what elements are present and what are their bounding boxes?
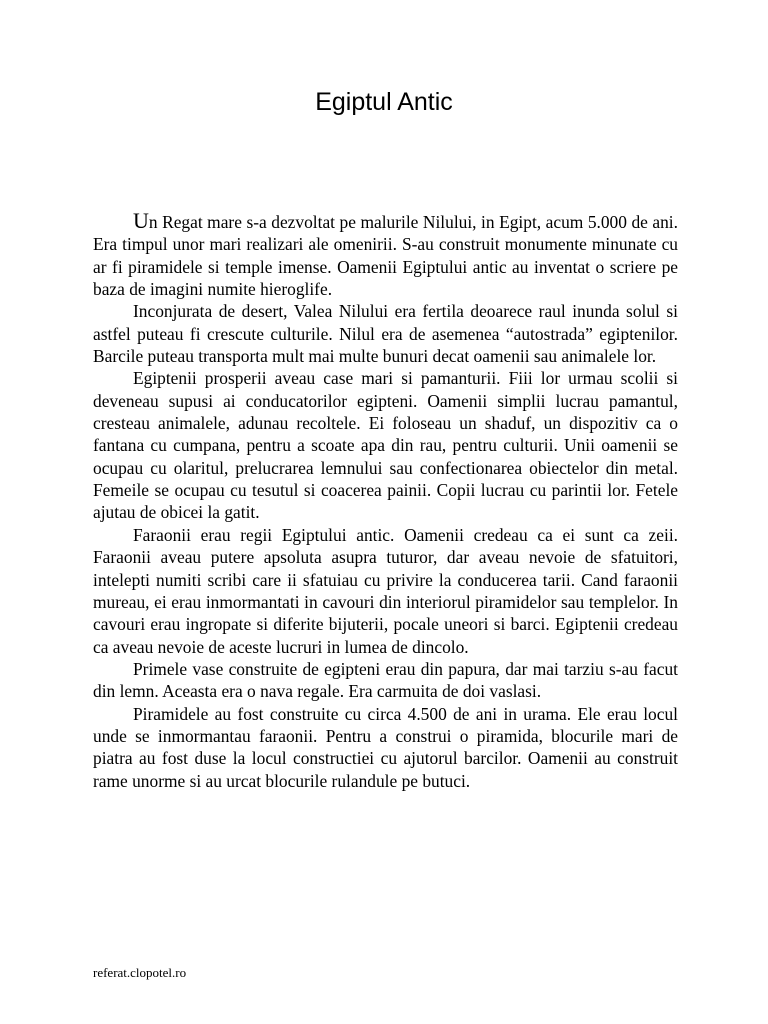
- paragraph-3: Egiptenii prosperii aveau case mari si pamanturii. Fiii lor urmau scolii si deveneau supusi ai conducatorilor egipteni. Oamenii simplii lucrau pamantul, cresteau animalele, adunau recoltele. Ei foloseau un shaduf, un dispozitiv ca o fantana cu cumpana, pentru a scoate apa din rau, pentru culturii. Unii oamenii se ocupau cu olaritul, prelucrarea lemnului sau confectionarea obiectelor din metal. Femeile se ocupau cu tesutul si coacerea painii. Copii lucrau cu parintii lor. Fetele ajutau de obicei la gatit.: [93, 368, 678, 523]
- paragraph-5: Primele vase construite de egipteni erau din papura, dar mai tarziu s-au facut din lemn. Aceasta era o nava regale. Era carmuita de doi vaslasi.: [93, 658, 678, 702]
- document-body: [93, 210, 678, 792]
- footer-source: referat.clopotel.ro: [93, 965, 187, 980]
- paragraph-2: Inconjurata de desert, Valea Nilului era fertila deoarece raul inunda solul si astfel puteau fi crescute culturile. Nilul era de asemenea “autostrada” egiptenilor. Barcile puteau transporta mult mai multe bunuri decat oamenii sau animalele lor.: [93, 301, 678, 367]
- paragraph-1-text: n Regat mare s-a dezvoltat pe malurile Nilului, in Egipt, acum 5.000 de ani. Era timpul unor mari realizari ale omenirii. S-au construit monumente minunate cu ar fi piramidele si temple imense. Oamenii Egiptului antic au inventat o scriere pe baza de imagini numite hieroglife.: [93, 212, 678, 300]
- paragraph-4: Faraonii erau regii Egiptului antic. Oamenii credeau ca ei sunt ca zeii. Faraonii aveau putere apsoluta asupra tuturor, dar aveau nevoie de sfatuitori, intelepti numiti scribi care ii sfatuiau cu privire la conducerea tarii. Cand faraonii mureau, ei erau inmormantati in cavouri din interiorul piramidelor sau templelor. In cavouri erau ingropate si diferite bijuterii, pocale uneori si barci. Egiptenii credeau ca aveau nevoie de aceste lucruri in lumea de dincolo.: [93, 524, 678, 657]
- first-letter: U: [133, 208, 149, 233]
- paragraph-1: [93, 210, 678, 300]
- paragraph-6: Piramidele au fost construite cu circa 4.500 de ani in urama. Ele erau locul unde se inmormantau faraonii. Pentru a construi o piramida, blocurile mari de piatra au fost duse la locul constructiei cu ajutorul barcilor. Oamenii au construit rame unorme si au urcat blocurile rulandule pe butuci.: [93, 703, 678, 791]
- page-title: Egiptul Antic: [315, 88, 453, 116]
